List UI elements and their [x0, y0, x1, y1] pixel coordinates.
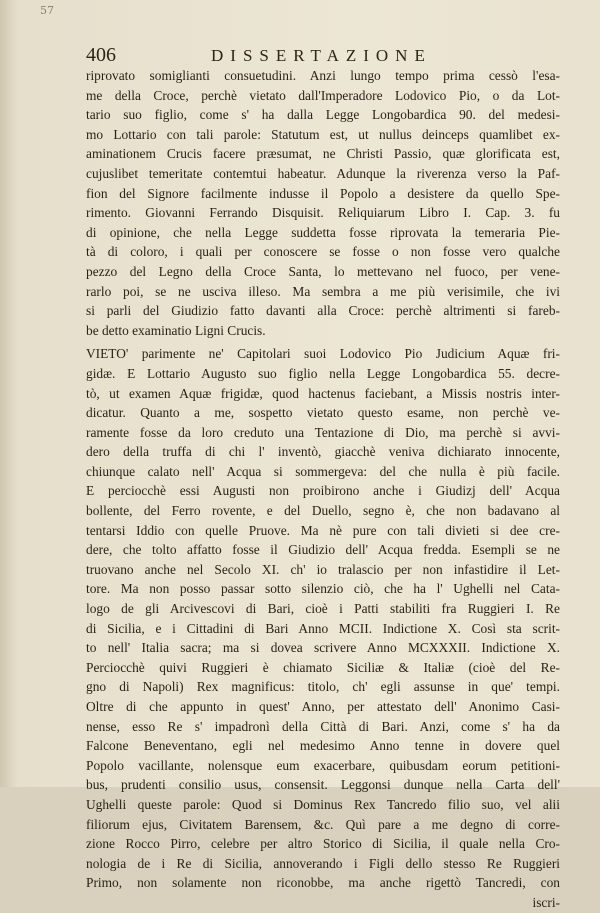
text-line: chiunque calato nell' Acqua si sommergeva: del che nulla è più facile.: [86, 463, 560, 479]
text-line: Ughelli queste parole: Quod si Dominus Rex Tancredo filio suo, vel alii: [86, 796, 560, 812]
corner-mark: 57: [40, 4, 54, 17]
body-text: [86, 66, 560, 913]
text-line: aminationem Crucis facere præsumat, ne Christi Passio, quæ glorificata est,: [86, 146, 560, 162]
text-line: Oltre di che appunto in quest' Anno, per attestato dell' Anonimo Casi-: [86, 699, 560, 714]
text-line: cujuslibet temeritate contemtui habeatur. Adunque la riverenza verso la Paf-: [86, 165, 560, 181]
text-line: truovano anche nel Secolo XI. ch' io tralascio per non infastidire il Let-: [86, 561, 560, 577]
text-line: nologia de i Re di Sicilia, annoverando i Figli dello stesso Re Ruggieri: [86, 855, 560, 871]
text-line: dicatur. Quanto a me, sospetto vietato questo esame, non perchè ve-: [86, 405, 560, 421]
page-number: 406: [86, 44, 116, 66]
text-line: bus, prudenti consilio usus, consensit. Leggonsi dunque nella Carta dell': [86, 777, 560, 793]
text-line: to nell' Italia sacra; ma si dovea scrivere Anno MCXXXII. Indictione X.: [86, 640, 560, 656]
text-line: be detto examinatio Ligni Crucis.: [86, 322, 266, 338]
text-line: dere, che tolto affatto fosse il Giudizio dell' Acqua fredda. Esempli se ne: [86, 542, 560, 558]
text-line: si parli del Giudizio fatto davanti alla Croce: perchè altrimenti si fareb-: [86, 303, 560, 319]
text-line: filiorum ejus, Civitatem Barensem, &c. Quì pare a me degno di corre-: [86, 816, 560, 832]
text-line: tentarsi Iddio con quelle Pruove. Ma nè pure con tali divieti si dee cre-: [86, 522, 560, 538]
text-line: bollente, del Ferro rovente, e del Duello, segno è, che non badavano al: [86, 503, 560, 519]
running-title: DISSERTAZIONE: [211, 46, 432, 65]
text-line: riprovato somiglianti consuetudini. Anzi lungo tempo prima cessò l'esa-: [86, 68, 560, 83]
text-line: Falcone Beneventano, egli nel medesimo Anno tenne in dovere quel: [86, 738, 560, 754]
catchword: iscri-: [532, 894, 560, 910]
text-line: tario suo figlio, come s' ha dalla Legge Longobardica 90. del medesi-: [86, 107, 560, 123]
text-line: tò, ut examen Aquæ frigidæ, quod hactenus faciebant, a Missis nostris inter-: [86, 385, 560, 401]
text-line: me della Croce, perchè vietato dall'Imperadore Lodovico Pio, o da Lot-: [86, 87, 560, 103]
text-line: VIETO' parimente ne' Capitolari suoi Lodovico Pio Judicium Aquæ fri-: [86, 346, 560, 362]
text-line: rimento. Giovanni Ferrando Disquisit. Reliquiarum Libro I. Cap. 3. fu: [86, 205, 560, 221]
text-line: Primo, non solamente non riconobbe, ma anche rigettò Tancredi, con: [86, 875, 560, 891]
text-line: Perciocchè quivi Ruggieri è chiamato Siciliæ & Italiæ (cioè del Re-: [86, 659, 560, 675]
text-line: logo de gli Arcivescovi di Bari, cioè i Patti stabiliti fra Ruggieri I. Re: [86, 601, 560, 617]
text-line: fion del Signore facilmente indusse il Popolo a desistere da quello Spe-: [86, 185, 560, 201]
text-line: Popolo vacillante, nolensque eum exacerbare, quibusdam eorum petitioni-: [86, 757, 560, 773]
text-line: gno di Napoli) Rex magnificus: titolo, ch' egli assunse in que' tempi.: [86, 679, 560, 695]
text-line: mo Lottario con tali parole: Statutum est, ut nullus deinceps quamlibet ex-: [86, 126, 560, 142]
text-line: tà di coloro, i quali per conoscere se fosse o non fosse vero qualche: [86, 244, 560, 260]
text-line: rarlo poi, se ne usciva illeso. Ma sembra a me più verisimile, che ivi: [86, 283, 560, 299]
text-line: dero della truffa di chi l' inventò, giacchè veniva dichiarato innocente,: [86, 444, 560, 460]
text-line: ramente fosse da loro creduto una Tentazione di Dio, ma perchè si avvi-: [86, 424, 560, 440]
text-line: di Sicilia, e i Cittadini di Bari Anno MCII. Indictione X. Così sta scrit-: [86, 620, 560, 636]
text-line: pezzo del Legno della Croce Santa, lo mettevano nel fuoco, per vene-: [86, 263, 560, 279]
text-line: zione Rocco Pirro, celebre per altro Storico di Sicilia, il quale nella Cro-: [86, 836, 560, 852]
text-line: nense, esso Re s' impadronì della Città di Bari. Anzi, come s' ha da: [86, 718, 560, 734]
text-line: di opinione, che nella Legge suddetta fosse riprovata la temeraria Pie-: [86, 224, 560, 240]
text-line: gidæ. E Lottario Augusto suo figlio nella Legge Longobardica 55. decre-: [86, 365, 560, 381]
text-line: tore. Ma non posso passar sotto silenzio ciò, che ha l' Ughelli nel Cata-: [86, 581, 560, 597]
text-line: E perciocchè essi Augusti non proibirono anche i Giudizj dell' Acqua: [86, 483, 560, 499]
